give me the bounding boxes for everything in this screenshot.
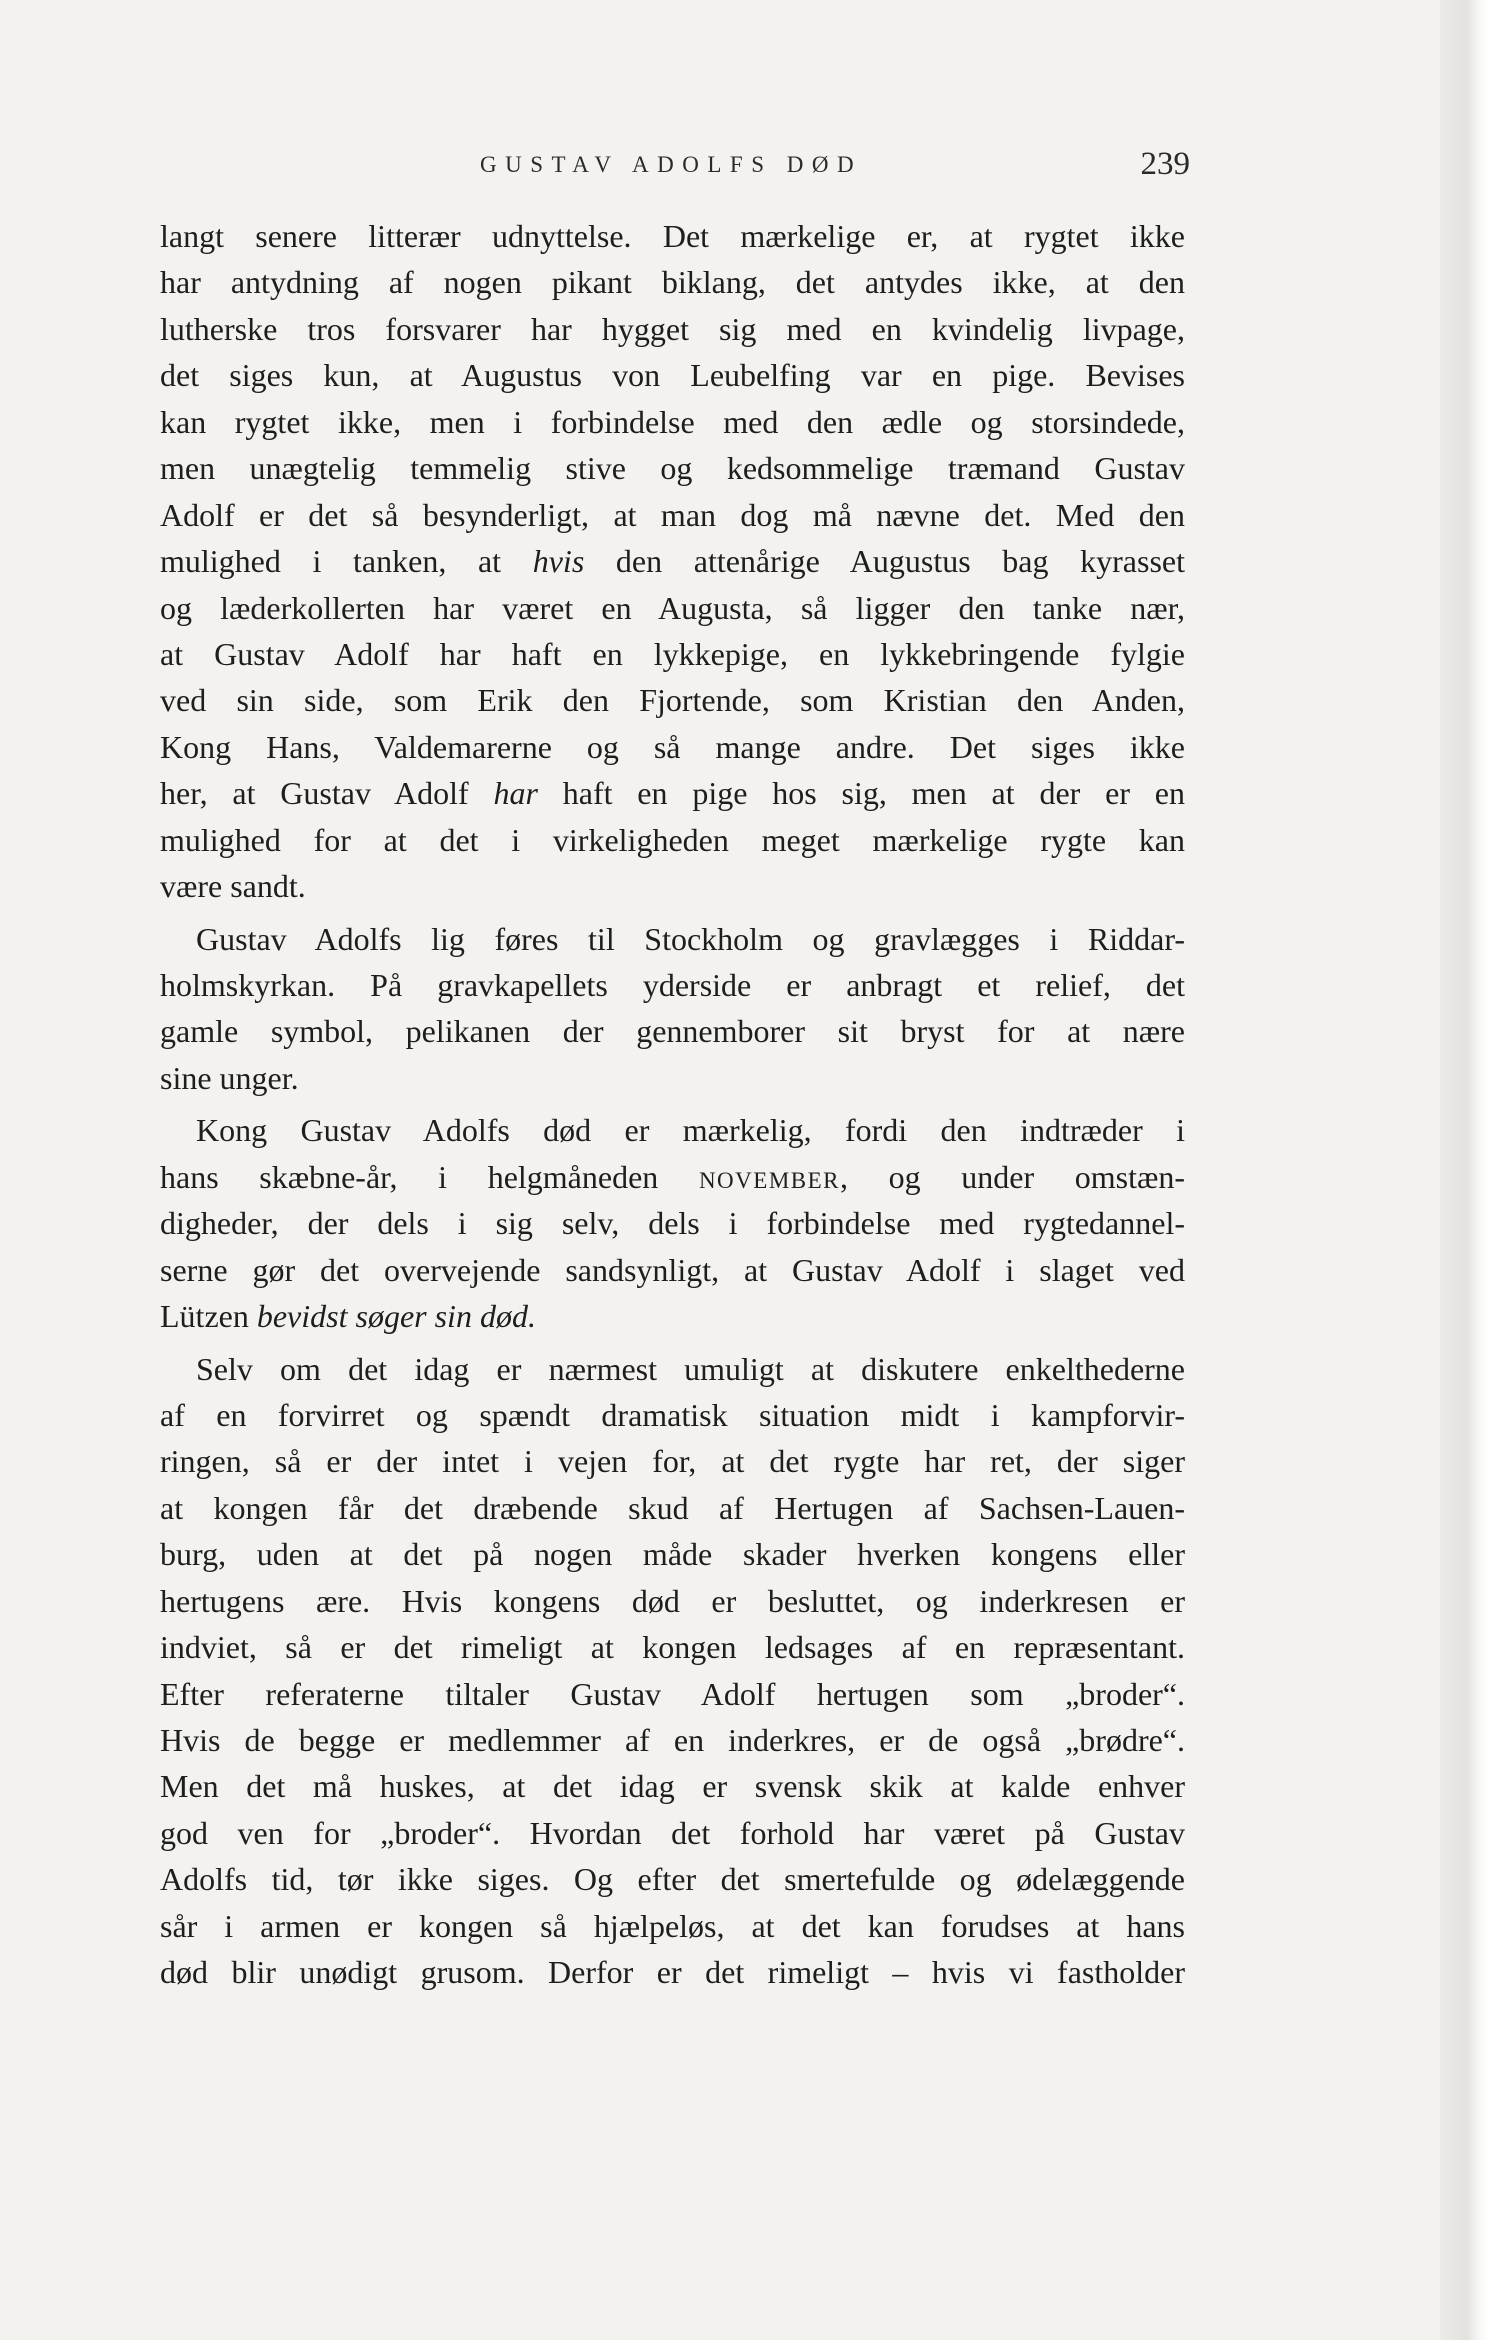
- text-line: [160, 1856, 1185, 1902]
- text-segment: mulighed for at det i virkeligheden meget mærkelige rygte kan: [160, 821, 1185, 858]
- text-line: [160, 1671, 1185, 1717]
- small-caps-text: NOVEMBER: [698, 1167, 840, 1193]
- text-segment: kan rygtet ikke, men i forbindelse med den ædle og storsindede,: [160, 403, 1185, 440]
- text-line: [160, 1154, 1185, 1200]
- text-segment: holmskyrkan. På gravkapellets yderside er anbragt et relief, det: [160, 967, 1185, 1003]
- text-segment: har antydning af nogen pikant biklang, det antydes ikke, at den: [160, 264, 1185, 301]
- text-segment: hans skæbne-år, i helgmåneden: [160, 1158, 699, 1195]
- text-segment: det siges kun, at Augustus von Leubelfing var en pige. Bevises: [160, 357, 1185, 394]
- text-line: [160, 1392, 1185, 1438]
- italic-text: har: [493, 775, 538, 812]
- text-line: [160, 1008, 1185, 1054]
- italic-text: bevidst søger sin død.: [256, 1298, 536, 1335]
- text-line: [160, 770, 1185, 816]
- text-segment: her, at Gustav Adolf: [160, 775, 494, 812]
- text-segment: Gustav Adolfs lig føres til Stockholm og gravlægges i Riddar-: [196, 920, 1185, 957]
- text-segment: sår i armen er kongen så hjælpeløs, at det kan forudses at hans: [160, 1907, 1185, 1944]
- text-segment: at Gustav Adolf har haft en lykkepige, en lykkebringende fylgie: [160, 635, 1185, 672]
- text-line: [160, 1949, 1185, 1995]
- paragraph: [160, 1346, 1185, 1996]
- text-line: [160, 1247, 1185, 1293]
- text-line: [160, 1810, 1185, 1856]
- paragraph: [160, 1107, 1185, 1339]
- italic-text: hvis: [532, 543, 585, 580]
- text-line: [160, 306, 1185, 352]
- text-line: [160, 1293, 1185, 1339]
- text-segment: Selv om det idag er nærmest umuligt at diskutere enkelthederne: [196, 1350, 1185, 1387]
- text-line: [160, 1485, 1185, 1531]
- running-head: [160, 146, 1190, 192]
- text-line: [160, 538, 1185, 584]
- text-segment: af en forvirret og spændt dramatisk situation midt i kampforvir-: [160, 1396, 1185, 1433]
- text-segment: burg, uden at det på nogen måde skader hverken kongens eller: [160, 1536, 1185, 1573]
- text-segment: ved sin side, som Erik den Fjortende, som Kristian den Anden,: [160, 682, 1185, 719]
- text-segment: serne gør det overvejende sandsynligt, at Gustav Adolf i slaget ved: [160, 1251, 1185, 1288]
- text-line: [160, 817, 1185, 863]
- text-segment: død blir unødigt grusom. Derfor er det rimeligt – hvis vi fastholder: [160, 1954, 1185, 1991]
- text-line: [160, 1200, 1185, 1246]
- text-line: [160, 1624, 1185, 1670]
- text-line: [160, 1717, 1185, 1763]
- text-line: [160, 1107, 1185, 1153]
- text-segment: Kong Hans, Valdemarerne og så mange andre. Det siges ikke: [160, 728, 1185, 765]
- text-line: [160, 259, 1185, 305]
- text-segment: Efter referaterne tiltaler Gustav Adolf hertugen som „broder“.: [160, 1675, 1185, 1712]
- text-line: [160, 399, 1185, 445]
- text-line: [160, 916, 1185, 962]
- text-segment: gamle symbol, pelikanen der gennemborer sit bryst for at nære: [160, 1013, 1185, 1050]
- text-segment: langt senere litterær udnyttelse. Det mærkelige er, at rygtet ikke: [160, 218, 1185, 254]
- paragraph: [160, 213, 1185, 910]
- text-segment: Kong Gustav Adolfs død er mærkelig, fordi den indtræder i: [196, 1112, 1185, 1149]
- text-segment: den attenårige Augustus bag kyrasset: [584, 543, 1185, 580]
- text-segment: Men det må huskes, at det idag er svensk skik at kalde enhver: [160, 1768, 1185, 1805]
- text-line: [160, 585, 1185, 631]
- text-segment: sine unger.: [160, 1059, 299, 1096]
- text-line: [160, 352, 1185, 398]
- page-number: 239: [1140, 146, 1190, 182]
- text-segment: at kongen får det dræbende skud af Hertugen af Sachsen-Lauen-: [160, 1489, 1185, 1526]
- body-text: [160, 213, 1185, 1996]
- text-segment: , og under omstæn-: [840, 1158, 1185, 1195]
- text-segment: lutherske tros forsvarer har hygget sig med en kvindelig livpage,: [160, 310, 1185, 347]
- text-line: [160, 863, 1185, 909]
- text-line: [160, 677, 1185, 723]
- text-segment: Adolfs tid, tør ikke siges. Og efter det smertefulde og ødelæggende: [160, 1861, 1185, 1898]
- text-segment: og læderkollerten har været en Augusta, så ligger den tanke nær,: [160, 589, 1185, 626]
- text-segment: være sandt.: [160, 868, 306, 905]
- text-line: [160, 1346, 1185, 1392]
- text-line: [160, 1531, 1185, 1577]
- text-line: [160, 631, 1185, 677]
- text-segment: god ven for „broder“. Hvordan det forhold har været på Gustav: [160, 1814, 1185, 1851]
- text-segment: Hvis de begge er medlemmer af en inderkres, er de også „brødre“.: [160, 1722, 1185, 1758]
- text-segment: Adolf er det så besynderligt, at man dog må nævne det. Med den: [160, 496, 1185, 533]
- text-line: [160, 445, 1185, 491]
- text-line: [160, 1903, 1185, 1949]
- text-segment: indviet, så er det rimeligt at kongen ledsages af en repræsentant.: [160, 1629, 1185, 1666]
- text-segment: Lützen: [160, 1298, 257, 1335]
- text-line: [160, 1578, 1185, 1624]
- text-line: [160, 962, 1185, 1008]
- text-segment: haft en pige hos sig, men at der er en: [537, 775, 1185, 812]
- text-line: [160, 724, 1185, 770]
- paragraph: [160, 916, 1185, 1102]
- text-segment: mulighed i tanken, at: [160, 543, 533, 580]
- text-segment: digheder, der dels i sig selv, dels i forbindelse med rygtedannel-: [160, 1205, 1185, 1242]
- text-line: [160, 1055, 1185, 1101]
- text-segment: men unægtelig temmelig stive og kedsommelige træmand Gustav: [160, 450, 1185, 487]
- text-segment: ringen, så er der intet i vejen for, at det rygte har ret, der siger: [160, 1443, 1185, 1480]
- text-line: [160, 213, 1185, 259]
- running-title: GUSTAV ADOLFS DØD: [480, 152, 863, 177]
- text-line: [160, 1438, 1185, 1484]
- text-segment: hertugens ære. Hvis kongens død er besluttet, og inderkresen er: [160, 1582, 1185, 1619]
- text-line: [160, 1763, 1185, 1809]
- page-edge-shadow: [1440, 0, 1488, 2340]
- text-line: [160, 492, 1185, 538]
